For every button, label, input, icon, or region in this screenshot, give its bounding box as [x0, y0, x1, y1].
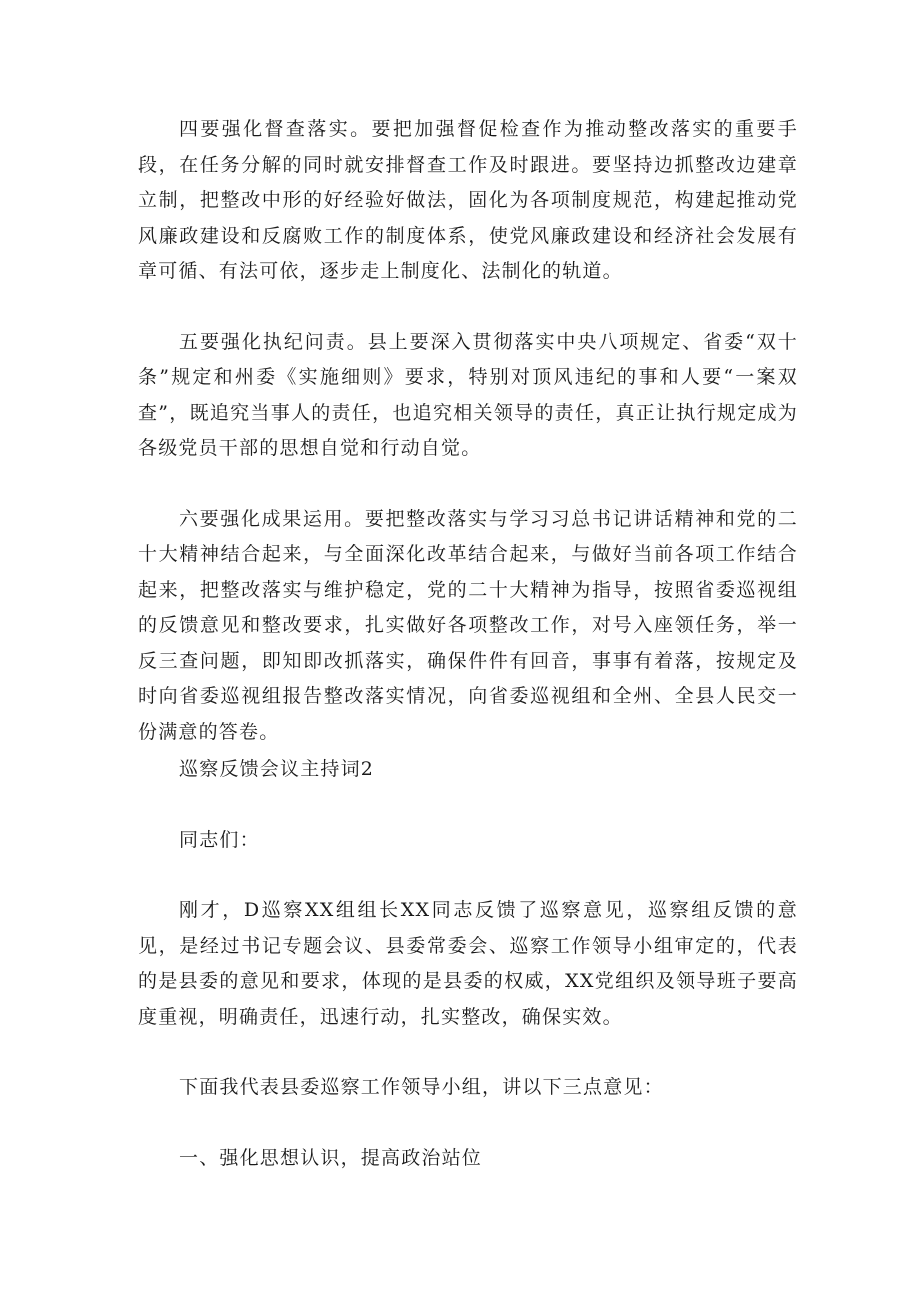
document-body — [138, 112, 798, 1176]
paragraph-results: 六要强化成果运用。要把整改落实与学习习总书记讲话精神和党的二十大精神结合起来，与全面深化改革结合起来，与做好当前各项工作结合起来，把整改落实与维护稳定，党的二十大精神为指导，按照省委巡视组的反馈意见和整改要求，扎实做好各项整改工作，对号入座领任务，举一反三查问题，即知即改抓落实，确保件件有回音，事事有着落，按规定及时向省委巡视组报告整改落实情况，向省委巡视组和全州、全县人民交一份满意的答卷。 — [138, 507, 798, 743]
paragraph-supervision: 四要强化督查落实。要把加强督促检查作为推动整改落实的重要手段，在任务分解的同时就安排督查工作及时跟进。要坚持边抓整改边建章立制，把整改中形的好经验好做法，固化为各项制度规范，构建起推动党风廉政建设和反腐败工作的制度体系，使党风廉政建设和经济社会发展有章可循、有法可依，逐步走上制度化、法制化的轨道。 — [138, 118, 798, 282]
section-title: 巡察反馈会议主持词2 — [179, 758, 375, 780]
paragraph-feedback: 刚才，D巡察XX组组长XX同志反馈了巡察意见，巡察组反馈的意见，是经过书记专题会议、县委常委会、巡察工作领导小组审定的，代表的是县委的意见和要求，体现的是县委的权威，XX党组织及领导班子要高度重视，明确责任，迅速行动，扎实整改，确保实效。 — [138, 899, 798, 1028]
paragraph-intro: 下面我代表县委巡察工作领导小组，讲以下三点意见： — [179, 1076, 664, 1098]
heading-point-one: 一、强化思想认识，提高政治站位 — [179, 1146, 483, 1169]
salutation: 同志们： — [179, 828, 260, 851]
paragraph-accountability: 五要强化执纪问责。县上要深入贯彻落实中央八项规定、省委“双十条”规定和州委《实施细则》要求，特别对顶风违纪的事和人要“一案双查”，既追究当事人的责任，也追究相关领导的责任，真正让执行规定成为各级党员干部的思想自觉和行动自觉。 — [138, 330, 798, 459]
